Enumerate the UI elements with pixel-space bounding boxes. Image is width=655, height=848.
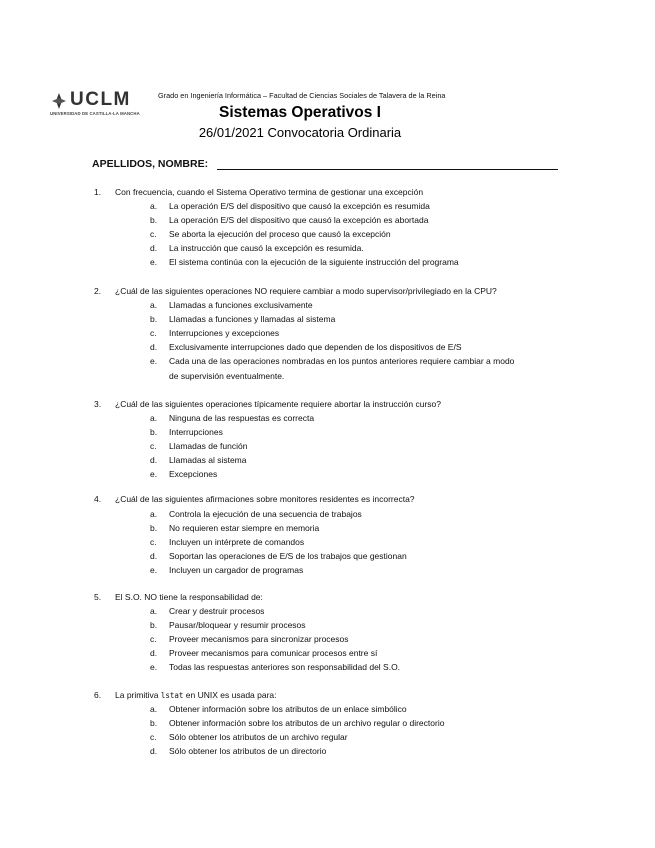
question-text-before: La primitiva [115, 690, 159, 700]
name-label: APELLIDOS, NOMBRE: [92, 158, 209, 170]
question-3 [94, 399, 441, 410]
question-text: ¿Cuál de las siguientes operaciones típicamente requiere abortar la instrucción curso? [115, 399, 442, 409]
question-text: El S.O. NO tiene la responsabilidad de: [115, 592, 263, 602]
question-number: 2. [94, 286, 102, 296]
question-5 [94, 592, 263, 603]
question-number: 5. [94, 592, 102, 602]
question-6 [94, 690, 277, 701]
question-2 [94, 286, 497, 297]
logo-text: UCLM [70, 89, 131, 110]
code-lstat: lstat [160, 691, 184, 700]
option-2e-continuation: de supervisión eventualmente. [169, 371, 285, 381]
degree-subtitle: Grado en Ingeniería Informática – Facultad de Ciencias Sociales de Talavera de la Reina [158, 91, 446, 100]
question-number: 4. [94, 494, 102, 504]
question-4 [94, 494, 415, 505]
question-text: Con frecuencia, cuando el Sistema Operativo termina de gestionar una excepción [115, 187, 424, 197]
logo-subtext: UNIVERSIDAD DE CASTILLA-LA MANCHA [50, 111, 140, 116]
question-number: 6. [94, 690, 102, 700]
question-text: ¿Cuál de las siguientes afirmaciones sobre monitores residentes es incorrecta? [115, 494, 415, 504]
question-text: ¿Cuál de las siguientes operaciones NO requiere cambiar a modo supervisor/privilegiado en la CPU? [115, 286, 497, 296]
exam-title: Sistemas Operativos I [219, 104, 381, 121]
question-number: 1. [94, 187, 102, 197]
name-field-line[interactable] [217, 169, 558, 170]
question-number: 3. [94, 399, 102, 409]
exam-date: 26/01/2021 Convocatoria Ordinaria [198, 125, 402, 140]
question-1 [94, 187, 423, 198]
question-text-after: en UNIX es usada para: [185, 690, 277, 700]
exam-page: UCLM UNIVERSIDAD DE CASTILLA-LA MANCHA Grado en Ingeniería Informática – Facultad de Ciencias Sociales de Talavera de la Reina Sistemas Operativos I 26/01/2021 Convocatoria Ordinaria APELLIDOS, NOMBRE: 1. Con frecuencia, cuando el Sistema Operativo termina de gestionar una excepción a. La operación E/S del dispositivo que causó la excepción es resumida b. La operación E/S del dispositivo que causó la excepción es abortada c. Se aborta la ejecución del proceso que causó la excepción d. La instrucción que causó la excepción es resumida. e. El sistema continúa con la ejecución de la siguiente instrucción del programa 2. ¿Cuál de las siguientes operaciones NO requiere cambiar a modo supervisor/privilegiado en la CPU? a. Llamadas a funciones exclusivamente b. Llamadas a funciones y llamadas al sistema c. Interrupciones y excepciones d. Exclusivamente interrupciones dado que dependen de los dispositivos de E/S e. Cada una de las operaciones nombradas en los puntos anteriores requiere cambiar a modo de supervisión eventualmente. 3. ¿Cuál de las siguientes operaciones típicamente requiere abortar la instrucción curso? a. Ninguna de las respuestas es correcta b. Interrupciones c. Llamadas de función d. Llamadas al sistema e. Excepciones 4. ¿Cuál de las siguientes afirmaciones sobre monitores residentes es incorrecta? a. Controla la ejecución de una secuencia de trabajos b. No requieren estar siempre en memoria c. Incluyen un intérprete de comandos d. Soportan las operaciones de E/S de los trabajos que gestionan e. Incluyen un cargador de programas 5. El S.O. NO tiene la responsabilidad de: a. Crear y destruir procesos b. Pausar/bloquear y resumir procesos c. Proveer mecanismos para sincronizar procesos d. Proveer mecanismos para comunicar procesos entre sí e. Todas las respuestas anteriores son responsabilidad del S.O. 6. La primitiva lstat en UNIX es usada para: a. Obtener información sobre los atributos de un enlace simbólico b. Obtener información sobre los atributos de un archivo regular o directorio c. Sólo obtener los atributos de un archivo regular d. Sólo obtener los atributos de un directorio [0, 0, 655, 848]
